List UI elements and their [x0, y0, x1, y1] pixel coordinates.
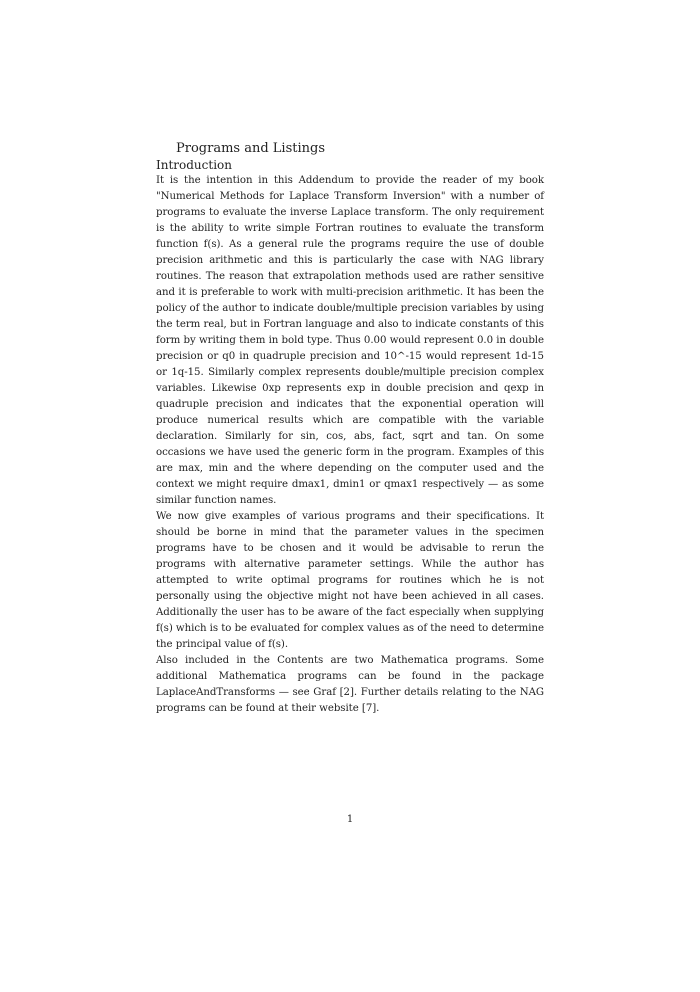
paragraph-intro: It is the intention in this Addendum to provide the reader of my book "Numerical Methods for Laplace Transform Inversion" with a number of programs to evaluate the inverse Laplace transform. The only requirement is the ability to write simple Fortran routines to evaluate the transform function f(s). As a general rule the programs require the use of double precision arithmetic and this is particularly the case with NAG library routines. The reason that extrapolation methods used are rather sensitive and it is preferable to work with multi-precision arithmetic. It has been the policy of the author to indicate double/multiple precision variables by using the term real, but in Fortran language and also to indicate constants of this form by writing them in bold type. Thus 0.00 would represent 0.0 in double precision or q0 in quadruple precision and 10^-15 would represent 1d-15 or 1q-15. Similarly complex represents double/multiple precision complex variables. Likewise 0xp represents exp in double precision and qexp in quadruple precision and indicates that the exponential operation will produce numerical results which are compatible with the variable declaration. Similarly for sin, cos, abs, fact, sqrt and tan. On some occasions we have used the generic form in the program. Examples of this are max, min and the where depending on the computer used and the context we might require dmax1, dmin1 or qmax1 respectively — as some similar function names. — [156, 175, 544, 506]
page-number: 1 — [346, 814, 354, 825]
section-heading: Introduction — [156, 158, 232, 172]
paragraph-mathematica: Also included in the Contents are two Mathematica programs. Some additional Mathematica programs can be found in the package LaplaceAndTransforms — see Graf [2]. Further details relating to the NAG programs can be found at their website [7]. — [156, 655, 544, 714]
page-body — [156, 140, 544, 717]
page-title: Programs and Listings — [176, 141, 325, 156]
paragraph-programs: We now give examples of various programs and their specifications. It should be borne in mind that the parameter values in the specimen programs have to be chosen and it would be advisable to rerun the programs with alternative parameter settings. While the author has attempted to write optimal programs for routines which he is not personally using the objective might not have been achieved in all cases. Additionally the user has to be aware of the fact especially when supplying f(s) which is to be evaluated for complex values as of the need to determine the principal value of f(s). — [156, 511, 544, 650]
